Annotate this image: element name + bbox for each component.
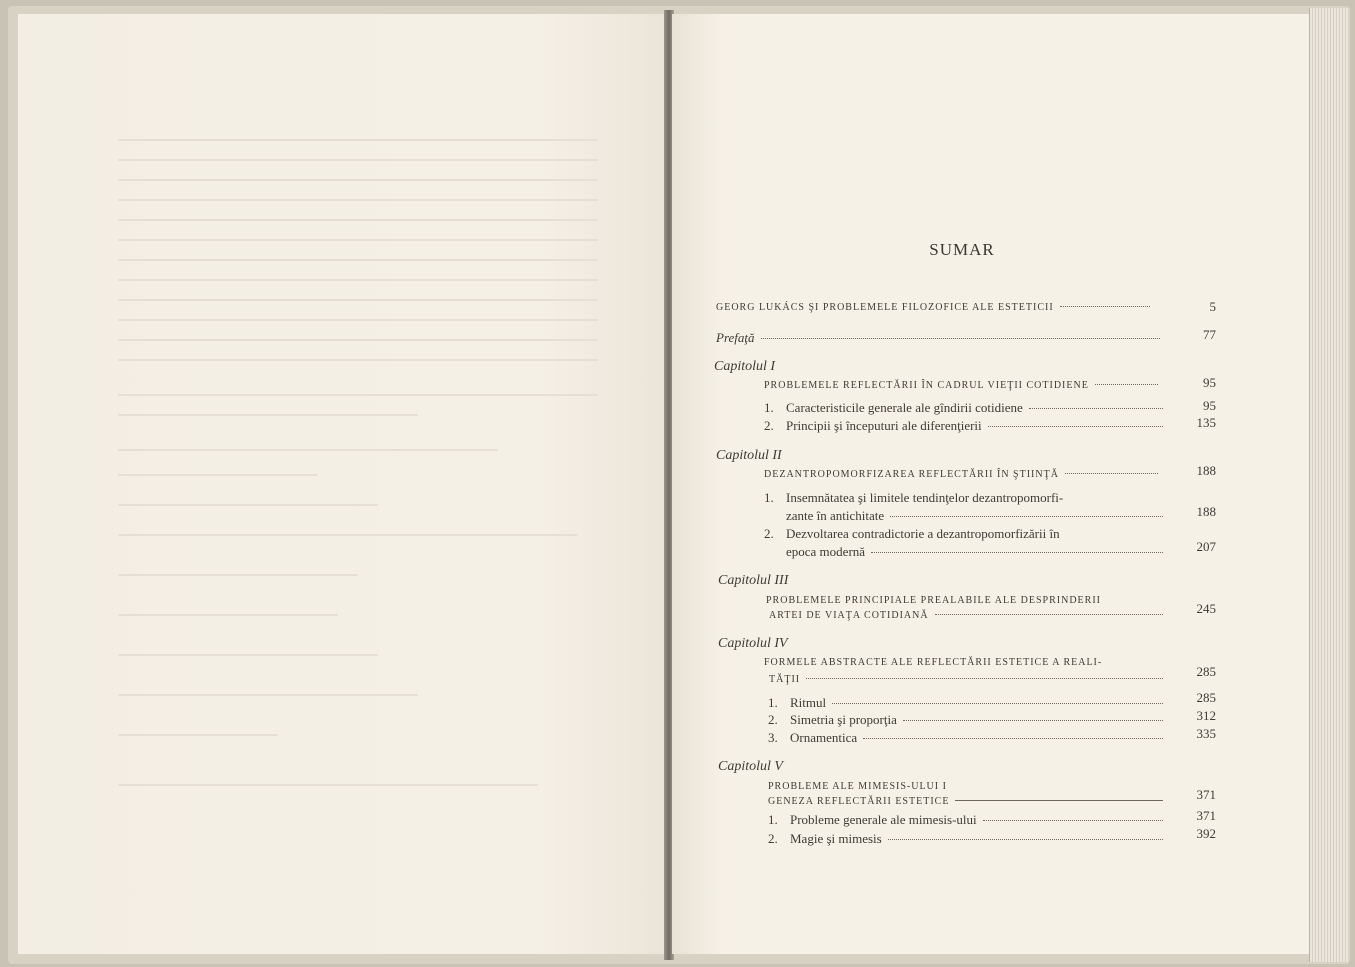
chapter-heading: Capitolul III bbox=[718, 573, 789, 588]
toc-section: 1. Insemnătatea şi limitele tendinţelor dezantropomorfi- bbox=[764, 490, 1064, 505]
toc-section: 1. Probleme generale ale mimesis-ului bbox=[768, 812, 1169, 828]
toc-entry-preface bbox=[716, 330, 1166, 346]
chapter-title: PROBLEMELE REFLECTĂRII ÎN CADRUL VIEŢII COTIDIENE bbox=[764, 380, 1164, 391]
page-edges bbox=[1309, 8, 1348, 962]
toc-page-number: 5 bbox=[1209, 299, 1216, 314]
toc-entry-label: Prefaţă bbox=[716, 330, 755, 345]
toc-page-number: 188 bbox=[1196, 463, 1216, 478]
toc-title: SUMAR bbox=[929, 240, 995, 259]
toc-section: 2. Dezvoltarea contradictorie a dezantropomorfizării în bbox=[764, 526, 1060, 541]
chapter-heading: Capitolul I bbox=[714, 359, 776, 374]
toc-section: 2. Simetria şi proporţia bbox=[768, 712, 1169, 728]
chapter-title-continued: ARTEI DE VIAŢA COTIDIANĂ bbox=[769, 610, 1169, 621]
toc-section: 2. Magie şi mimesis bbox=[768, 831, 1169, 847]
chapter-heading: Capitolul V bbox=[718, 759, 783, 774]
toc-section-continued: epoca modernă bbox=[786, 544, 1169, 560]
toc-section: 1. Ritmul bbox=[768, 695, 1169, 711]
toc-page-number: 135 bbox=[1196, 415, 1216, 430]
toc-page-number: 245 bbox=[1196, 601, 1216, 616]
toc-page-number: 188 bbox=[1196, 504, 1216, 519]
toc-page-number: 207 bbox=[1196, 539, 1216, 554]
toc-page-number: 77 bbox=[1203, 327, 1216, 342]
chapter-title-continued: GENEZA REFLECTĂRII ESTETICE bbox=[768, 796, 1169, 807]
toc-page-number: 335 bbox=[1196, 726, 1216, 741]
toc-page-number: 285 bbox=[1196, 664, 1216, 679]
left-page bbox=[18, 14, 665, 954]
toc-page-number: 95 bbox=[1203, 375, 1216, 390]
chapter-title: DEZANTROPOMORFIZAREA REFLECTĂRII ÎN ŞTIINŢĂ bbox=[764, 469, 1164, 480]
chapter-title-continued: TĂŢII bbox=[769, 674, 1169, 685]
toc-section: 3. Ornamentica bbox=[768, 730, 1169, 746]
toc-section: 1. Caracteristicile generale ale gîndirii cotidiene bbox=[764, 400, 1169, 416]
toc-page-number: 392 bbox=[1196, 826, 1216, 841]
toc-page-number: 312 bbox=[1196, 708, 1216, 723]
chapter-heading: Capitolul IV bbox=[718, 636, 788, 651]
right-page bbox=[672, 14, 1309, 954]
chapter-title: PROBLEMELE PRINCIPIALE PREALABILE ALE DESPRINDERII bbox=[766, 595, 1101, 606]
table-of-contents bbox=[672, 14, 1309, 954]
toc-entry-intro bbox=[716, 302, 1156, 313]
chapter-heading: Capitolul II bbox=[716, 448, 782, 463]
chapter-title: FORMELE ABSTRACTE ALE REFLECTĂRII ESTETICE A REALI- bbox=[764, 657, 1103, 668]
toc-page-number: 285 bbox=[1196, 690, 1216, 705]
toc-page-number: 371 bbox=[1196, 787, 1216, 802]
toc-page-number: 95 bbox=[1203, 398, 1216, 413]
toc-page-number: 371 bbox=[1196, 808, 1216, 823]
toc-section-continued: zante în antichitate bbox=[786, 508, 1169, 524]
toc-section: 2. Principii şi începuturi ale diferenţierii bbox=[764, 418, 1169, 434]
toc-entry-label: GEORG LUKÁCS ŞI PROBLEMELE FILOZOFICE ALE ESTETICII bbox=[716, 302, 1054, 313]
chapter-title: PROBLEME ALE MIMESIS-ULUI I bbox=[768, 781, 947, 792]
